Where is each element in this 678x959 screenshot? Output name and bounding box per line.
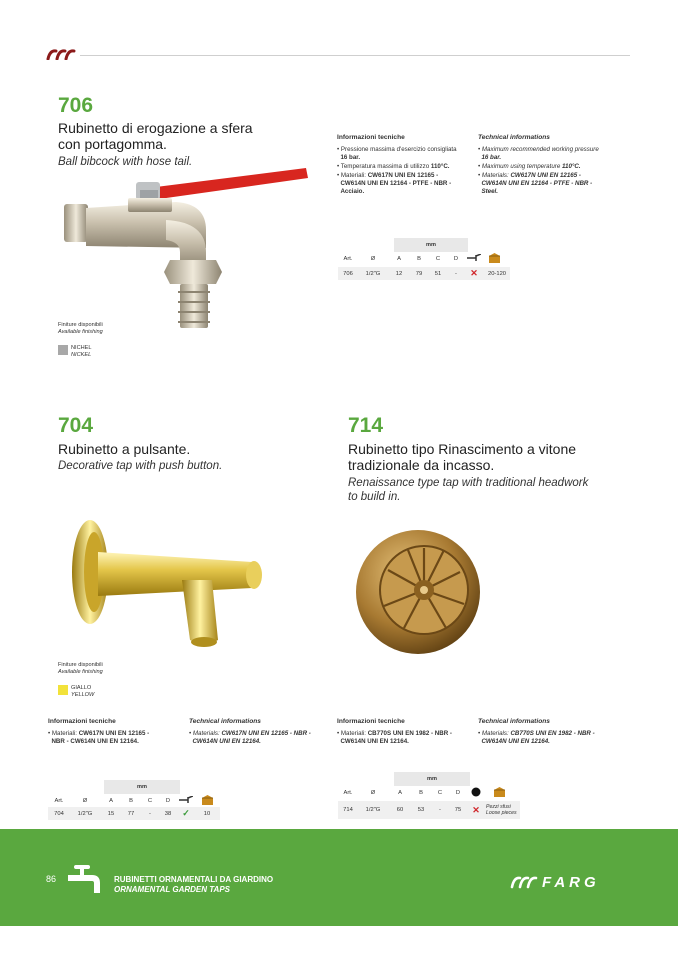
header-rule	[80, 55, 630, 56]
product-714-number: 714	[348, 414, 384, 437]
product-714-info-en: Technical informations • Materials: CB770S UNI EN 1982 - NBR - CW614N UNI EN 12164.	[478, 718, 595, 745]
top-header-bar	[46, 46, 630, 66]
product-704-info-it: Informazioni tecniche • Materiali: CW617N UNI EN 12165 - NBR - CW614N UNI EN 12164.	[48, 718, 150, 745]
brand-marks-icon	[46, 48, 76, 60]
product-704-info-en: Technical informations • Materials: CW617N UNI EN 12165 - NBR - CW614N UNI EN 12164.	[189, 718, 311, 745]
cross-icon: ✕	[472, 804, 480, 815]
footer-title-it: RUBINETTI ORNAMENTALI DA GIARDINO	[114, 875, 274, 884]
farg-logo	[510, 873, 628, 894]
product-714-title-it: Rubinetto tipo Rinascimento a vitone tradizionale da incasso.	[348, 441, 577, 473]
product-704-title-en: Decorative tap with push button.	[58, 460, 223, 472]
ball-bibcock-photo	[56, 160, 316, 335]
product-706-finishes: Finiture disponibili Available finishing NICHEL NICKEL	[58, 322, 103, 358]
product-714-spec-table: mm Art. Ø A B C D 714 1/2"G 60 53 - 75 ✕ Pezzi sfusi Loose pieces	[338, 772, 520, 822]
product-704-finishes: Finiture disponibili Available finishing GIALLO YELLOW	[58, 662, 103, 698]
svg-text:FARG: FARG	[542, 874, 600, 889]
renaissance-tap-photo	[352, 520, 492, 660]
box-icon	[486, 787, 512, 799]
product-704-spec-table: mm Art. Ø A B C D 704 1/2"G 15 77 - 38 ✓ 10	[48, 780, 220, 825]
product-704-number: 704	[58, 414, 94, 437]
product-706-info-it: Informazioni tecniche • Pressione massima d'esercizio consigliata 16 bar. • Temperatura massima di utilizzo 110°C. • Materiali: CW617N UNI EN 12165 - CW614N UNI EN 12164 - PTFE - NBR - Acciaio.	[337, 134, 457, 195]
farg-logo-icon	[510, 873, 628, 889]
table-row: 706 1/2"G 12 79 51 - ✕ 20-120	[338, 267, 510, 280]
page-number: 86	[46, 874, 57, 884]
product-714-info-it: Informazioni tecniche • Materiali: CB770S UNI EN 1982 - NBR - CW614N UNI EN 12164.	[337, 718, 452, 745]
product-706-spec-table: mm Art. Ø A B C D 706 1/2"G 12 79 51 - ✕ 20-120	[338, 238, 510, 288]
valve-icon	[176, 796, 196, 806]
product-706-number: 706	[58, 94, 94, 117]
push-button-tap-photo	[62, 516, 272, 656]
box-icon	[484, 253, 504, 265]
product-706-info-en: Technical informations • Maximum recommended working pressure 16 bar. • Maximum using temperature 110°C. • Materials: CW617N UNI EN 12165 - CW614N UNI EN 12164 - PTFE - NBR - Steel.	[478, 134, 599, 195]
ball-icon	[466, 787, 486, 799]
garden-tap-icon	[66, 865, 108, 895]
valve-icon	[464, 254, 484, 264]
table-row: 704 1/2"G 15 77 - 38 ✓ 10	[48, 807, 220, 820]
box-icon	[196, 795, 218, 807]
product-706-title-en: Ball bibcock with hose tail.	[58, 156, 193, 168]
cross-icon: ✕	[470, 268, 478, 278]
table-row: 714 1/2"G 60 53 - 75 ✕ Pezzi sfusi Loose pieces	[338, 801, 520, 819]
check-icon: ✓	[182, 808, 190, 818]
footer-band	[0, 829, 678, 926]
nickel-swatch	[58, 345, 68, 355]
yellow-swatch	[58, 685, 68, 695]
product-714-title-en: Renaissance type tap with traditional headwork to build in.	[348, 477, 589, 503]
product-704-title-it: Rubinetto a pulsante.	[58, 441, 191, 457]
product-706-title-it: Rubinetto di erogazione a sfera con portagomma.	[58, 120, 253, 152]
footer-title-en: ORNAMENTAL GARDEN TAPS	[114, 885, 230, 894]
